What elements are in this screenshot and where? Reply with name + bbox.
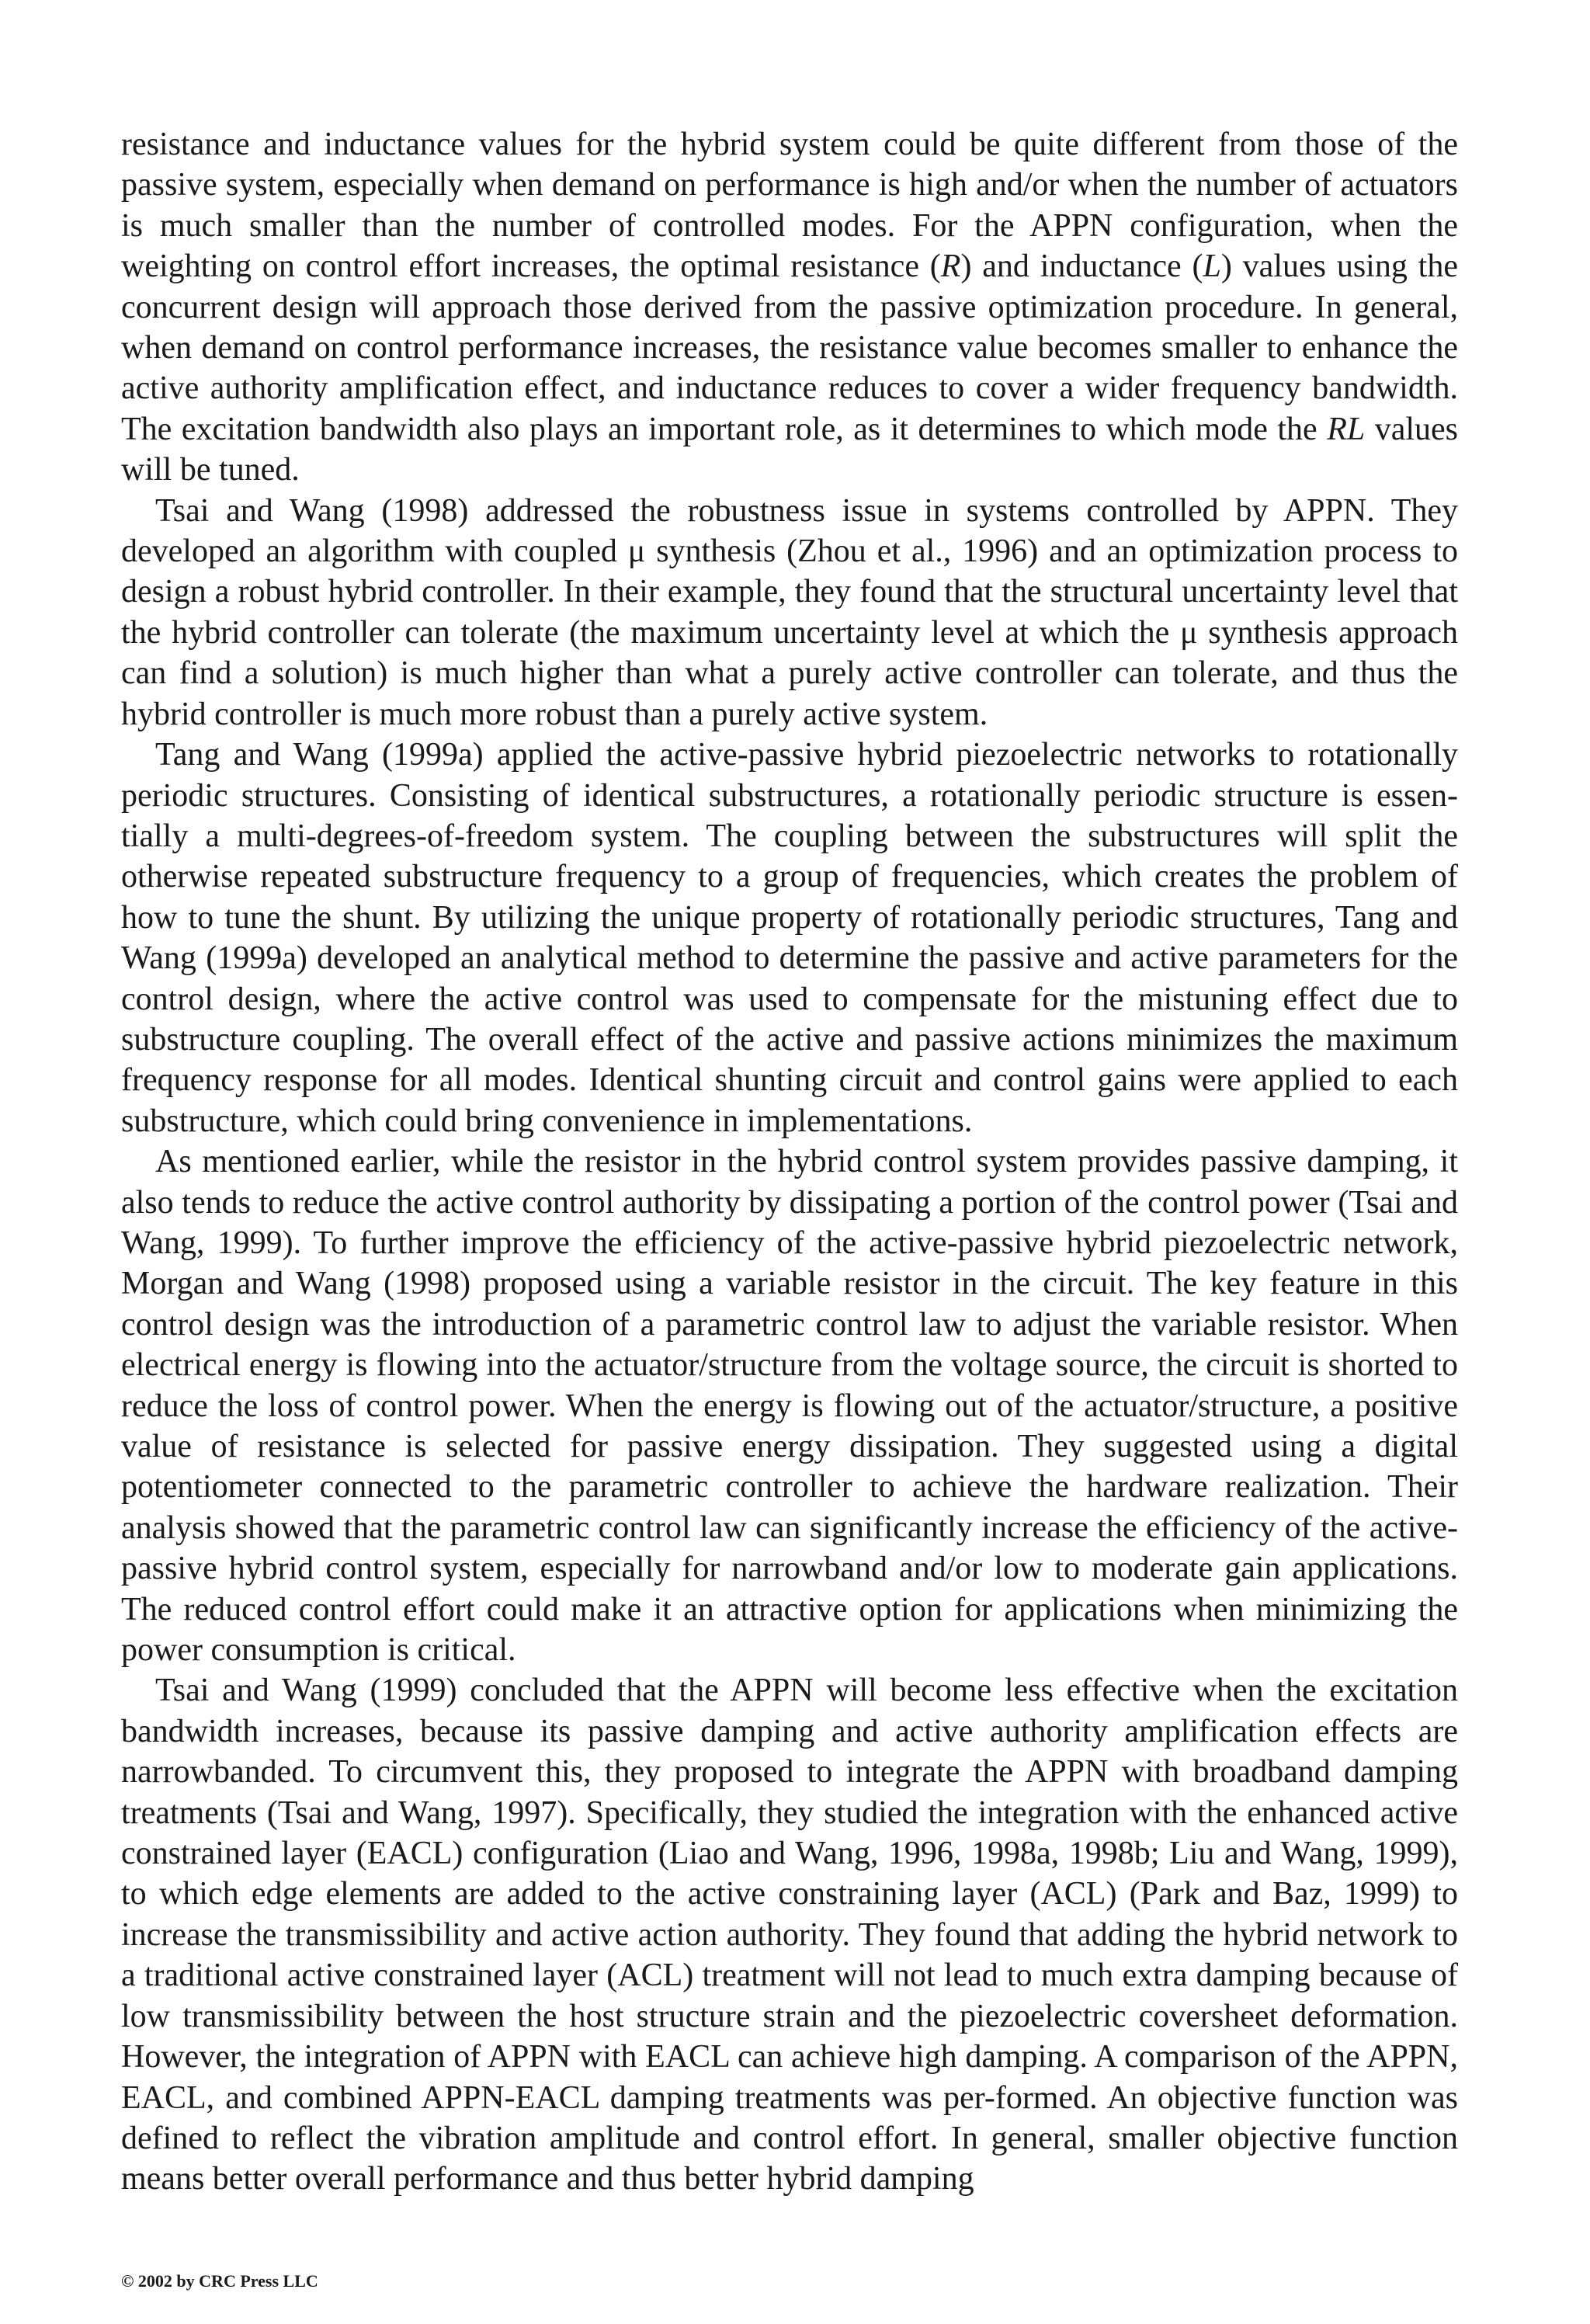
paragraph-tsai-wang-1998: Tsai and Wang (1998) addressed the robustness issue in systems controlled by APPN. They developed an algorithm with coupled μ synthesis (Zhou et al., 1996) and an optimization process to design a robust hybrid controller. In their example, they found that the structural uncertainty level that the hybrid controller can tolerate (the maximum uncertainty level at which the μ synthesis approach can find a solution) is much higher than what a purely active controller can tolerate, and thus the hybrid controller is much more robust than a purely active system. <box>121 492 1458 732</box>
italic-symbol: RL <box>1327 411 1366 447</box>
paragraph-appn-eacl: Tsai and Wang (1999) concluded that the APPN will become less effective when the excitation bandwidth increases, because its passive damping and active authority amplification effects are narrowbanded. To circumvent this, they proposed to integrate the APPN with broadband damping treatments (Tsai and Wang, 1997). Specifically, they studied the integration with the enhanced active constrained layer (EACL) configuration (Liao and Wang, 1996, 1998a, 1998b; Liu and Wang, 1999), to which edge elements are added to the active constraining layer (ACL) (Park and Baz, 1999) to increase the transmissibility and active action authority. They found that adding the hybrid network to a traditional active constrained layer (ACL) treatment will not lead to much extra damping because of low transmissibility between the host structure strain and the piezoelectric coversheet deformation. However, the integration of APPN with EACL can achieve high damping. A comparison of the APPN, EACL, and combined APPN-EACL damping treatments was per-formed. An objective function was defined to reflect the vibration amplitude and control effort. In general, smaller objective function means better overall performance and thus better hybrid damping <box>121 1673 1458 2197</box>
body-text <box>121 124 1458 2200</box>
italic-symbol: R <box>940 248 961 285</box>
italic-symbol: L <box>1203 248 1221 285</box>
paragraph-tang-wang-1999a: Tang and Wang (1999a) applied the active-passive hybrid piezoelectric networks to rotationally periodic structures. Consisting of identical substructures, a rotationally periodic structure is essen-tially a multi-degrees-of-freedom system. The coupling between the substructures will split the otherwise repeated substructure frequency to a group of frequencies, which creates the problem of how to tune the shunt. By utilizing the unique property of rotationally periodic structures, Tang and Wang (1999a) developed an analytical method to determine the passive and active parameters for the control design, where the active control was used to compensate for the mistuning effect due to substructure coupling. The overall effect of the active and passive actions minimizes the maximum frequency response for all modes. Identical shunting circuit and control gains were applied to each substructure, which could bring convenience in implementations. <box>121 737 1458 1139</box>
paragraph-robust-design: resistance and inductance values for the hybrid system could be quite different from those of the passive system, especially when demand on performance is high and/or when the number of actuators is much smaller than the number of controlled modes. For the APPN configuration, when the weighting on control effort increases, the optimal resistance (R) and inductance (L) values using the concurrent design will approach those derived from the passive optimization procedure. In general, when demand on control performance increases, the resistance value becomes smaller to enhance the active authority amplification effect, and inductance reduces to cover a wider frequency bandwidth. The excitation bandwidth also plays an important role, as it determines to which mode the RL values will be tuned. <box>121 127 1459 488</box>
copyright-footer: © 2002 by CRC Press LLC <box>121 2271 318 2291</box>
paragraph-variable-resistor: As mentioned earlier, while the resistor in the hybrid control system provides passive damping, it also tends to reduce the active control authority by dissipating a portion of the control power (Tsai and Wang, 1999). To further improve the efficiency of the active-passive hybrid piezoelectric network, Morgan and Wang (1998) proposed using a variable resistor in the circuit. The key feature in this control design was the introduction of a parametric control law to adjust the variable resistor. When electrical energy is flowing into the actuator/structure from the voltage source, the circuit is shorted to reduce the loss of control power. When the energy is flowing out of the actuator/structure, a positive value of resistance is selected for passive energy dissipation. They suggested using a digital potentiometer connected to the parametric controller to achieve the hardware realization. Their analysis showed that the parametric control law can significantly increase the efficiency of the active-passive hybrid control system, especially for narrowband and/or low to moderate gain applications. The reduced control effort could make it an attractive option for applications when minimizing the power consumption is critical. <box>121 1144 1458 1669</box>
